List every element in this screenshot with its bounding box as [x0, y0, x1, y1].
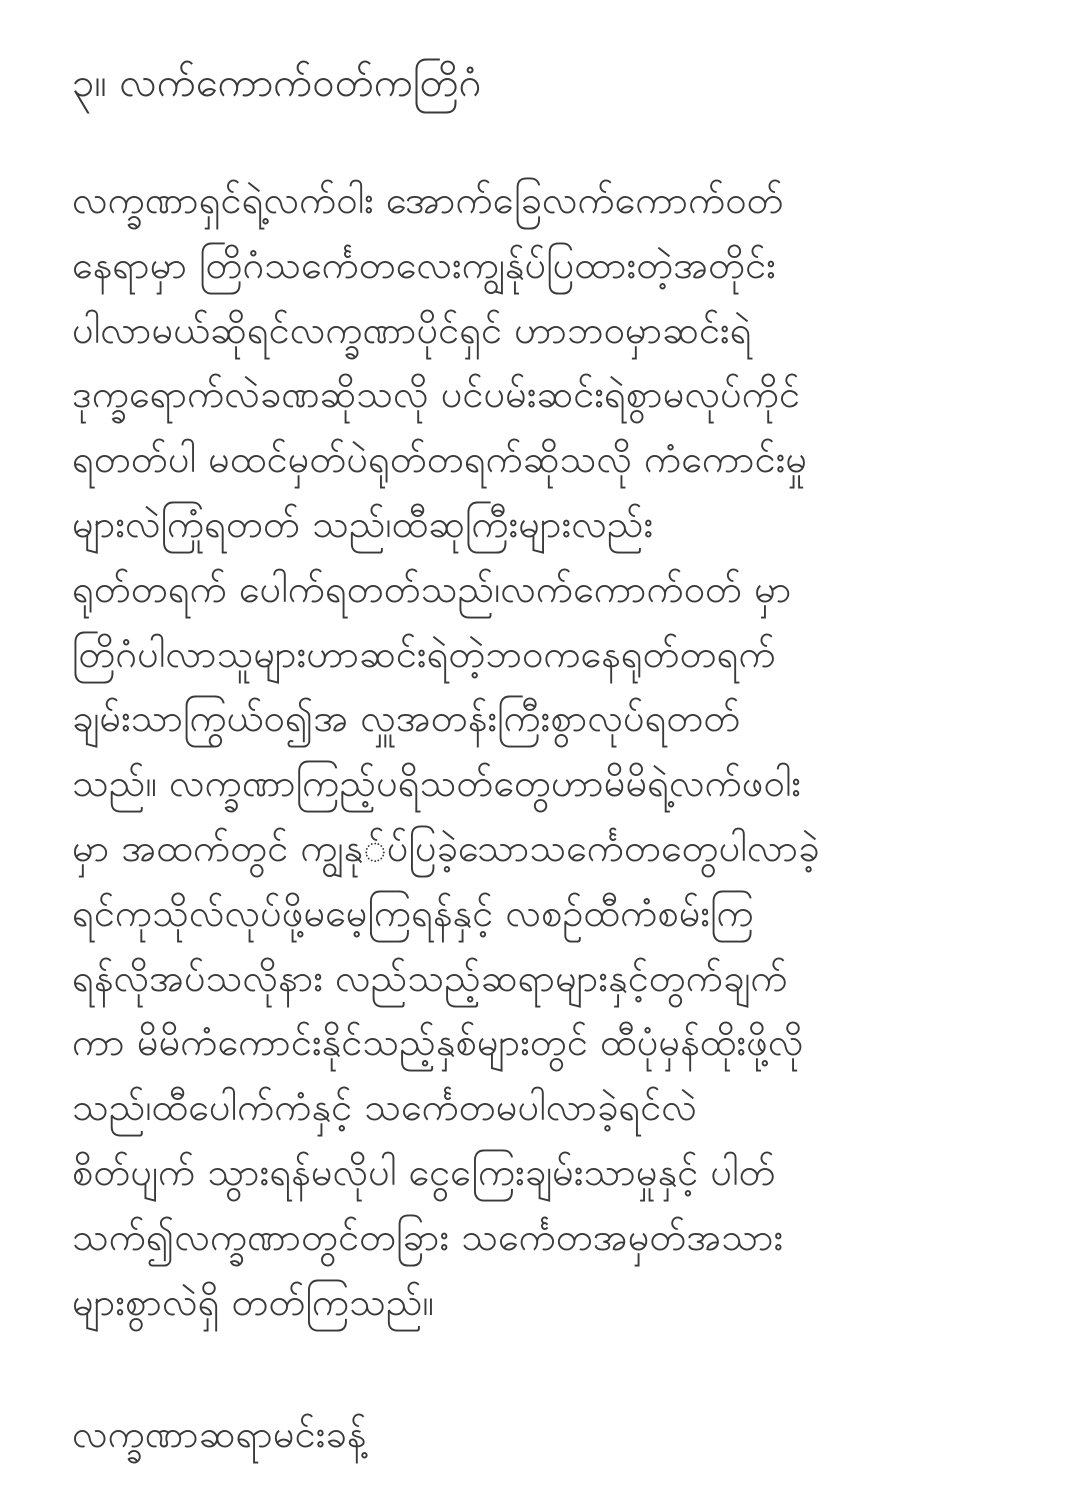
body-line: များစွာလဲရှိ တတ်ကြသည်။: [72, 1279, 435, 1324]
author-signature: လက္ခဏာဆရာမင်းခန့်: [72, 1412, 367, 1456]
body-line: ရုတ်တရက် ပေါက်ရတတ်သည်၊လက်ကောက်ဝတ် မှာ: [72, 566, 792, 611]
article-body: [72, 168, 1032, 1334]
body-line: ပါလာမယ်ဆိုရင်လက္ခဏာပိုင်ရှင် ဟာဘဝမှာဆင်းရဲ: [72, 307, 752, 352]
body-line: မှာ အထက်တွင် ကျွနု်ပ်ပြခဲ့သောသင်္ကေတတွေပါလာခဲ့: [72, 825, 820, 870]
article: [72, 0, 1032, 1509]
body-line: တြိဂံပါလာသူများဟာဆင်းရဲတဲ့ဘဝကနေရုတ်တရက်: [72, 631, 776, 676]
body-line: ရင်ကုသိုလ်လုပ်ဖို့မမေ့ကြရန်နှင့် လစဉ်ထီကံစမ်းကြ: [72, 890, 754, 935]
body-line: ရတတ်ပါ မထင်မှတ်ပဲရုတ်တရက်ဆိုသလို ကံကောင်းမှု: [72, 437, 808, 482]
body-line: များလဲကြုံရတတ် သည်၊ထီဆုကြီးများလည်း: [72, 501, 654, 546]
body-line: ကာ မိမိကံကောင်းနိုင်သည့်နှစ်များတွင် ထီပုံမှန်ထိုးဖို့လို: [72, 1020, 804, 1065]
body-line: ချမ်းသာကြွယ်ဝ၍အ လှူအတန်းကြီးစွာလုပ်ရတတ်: [72, 696, 741, 741]
body-line: ဒုက္ခရောက်လဲခဏဆိုသလို ပင်ပမ်းဆင်းရဲစွာမလုပ်ကိုင်: [72, 372, 801, 417]
body-line: စိတ်ပျက် သွားရန်မလိုပါ ငွေကြေးချမ်းသာမှုနှင့် ပါတ်: [72, 1149, 776, 1194]
body-line: သက်၍လက္ခဏာတွင်တခြား သင်္ကေတအမှတ်အသား: [72, 1214, 784, 1259]
body-line: သည်။ လက္ခဏာကြည့်ပရိသတ်တွေဟာမိမိရဲ့လက်ဖဝါး: [72, 761, 802, 806]
body-line: လက္ခဏာရှင်ရဲ့လက်ဝါး အောက်ခြေလက်ကောက်ဝတ်: [72, 178, 784, 222]
body-line: နေရာမှာ တြိဂံသင်္ကေတလေးကျွန်ုပ်ပြထားတဲ့အတိုင်း: [72, 242, 776, 287]
body-line: ရန်လိုအပ်သလိုနား လည်သည့်ဆရာများနှင့်တွက်ချက်: [72, 955, 788, 1000]
body-line: သည်၊ထီပေါက်ကံနှင့် သင်္ကေတမပါလာခဲ့ရင်လဲ: [72, 1085, 697, 1130]
section-title: ၃။ လက်ကောက်ဝတ်ကတြိဂံ: [72, 60, 482, 106]
